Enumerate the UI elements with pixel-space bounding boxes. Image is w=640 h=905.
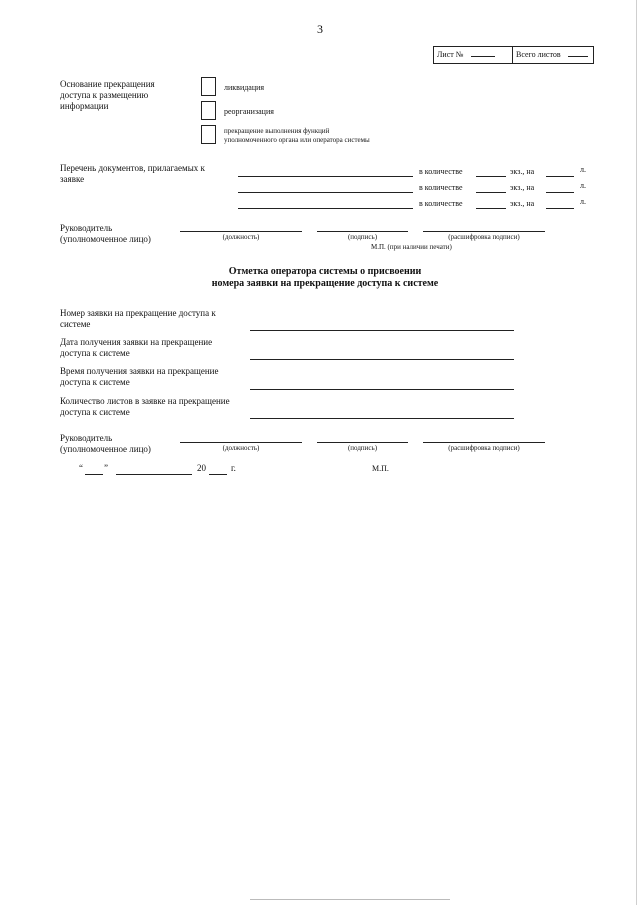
total-sheets-field[interactable] <box>568 47 588 57</box>
option-liquidation-label: ликвидация <box>224 83 265 92</box>
doc-copies-label-2: экз., на <box>510 183 535 192</box>
checkbox-reorganization[interactable] <box>201 101 216 120</box>
signature-caption-1: (подпись) <box>347 233 378 241</box>
position-field-1[interactable] <box>180 231 302 232</box>
document-line-3[interactable] <box>238 208 413 209</box>
sheet-count-field[interactable] <box>250 418 514 419</box>
doc-qty-label-3: в количестве <box>419 199 463 208</box>
document-line-2[interactable] <box>238 192 413 193</box>
scan-artifact-line <box>250 899 450 900</box>
basis-label: Основание прекращения доступа к размещению информации <box>60 79 155 111</box>
doc-sheets-field-2[interactable] <box>546 192 574 193</box>
doc-sheets-label-1: л. <box>580 165 586 174</box>
checkbox-termination[interactable] <box>201 125 216 144</box>
sheet-counter-table <box>433 46 594 64</box>
date-day-field[interactable] <box>85 474 103 475</box>
total-sheets-label: Всего листов <box>516 50 561 59</box>
position-field-2[interactable] <box>180 442 302 443</box>
signature-field-2[interactable] <box>317 442 408 443</box>
field-label-receipt-time: Время получения заявки на прекращение доступа к системе <box>60 366 219 387</box>
request-number-field[interactable] <box>250 330 514 331</box>
field-label-receipt-date: Дата получения заявки на прекращение доступа к системе <box>60 337 213 358</box>
total-sheets-cell <box>513 47 593 63</box>
checkbox-liquidation[interactable] <box>201 77 216 96</box>
date-year-prefix: 20 <box>197 463 206 473</box>
doc-qty-field-1[interactable] <box>476 176 506 177</box>
doc-sheets-field-3[interactable] <box>546 208 574 209</box>
signature-field-1[interactable] <box>317 231 408 232</box>
documents-label: Перечень документов, прилагаемых к заявке <box>60 163 205 184</box>
decode-caption-1: (расшифровка подписи) <box>448 233 520 241</box>
stamp-place-2: М.П. <box>372 464 389 473</box>
date-year-suffix: г. <box>231 463 236 473</box>
doc-qty-field-2[interactable] <box>476 192 506 193</box>
page-edge <box>636 0 637 905</box>
decode-field-2[interactable] <box>423 442 545 443</box>
position-caption-1: (должность) <box>222 233 260 241</box>
signature-caption-2: (подпись) <box>347 444 378 452</box>
option-reorganization-label: реорганизация <box>224 107 274 116</box>
operator-section-title: Отметка оператора системы о присвоении номера заявки на прекращение доступа к системе <box>211 266 439 289</box>
signatory-label-1: Руководитель (уполномоченное лицо) <box>60 223 151 244</box>
page-number: 3 <box>317 22 323 36</box>
stamp-note-1: М.П. (при наличии печати) <box>371 243 452 251</box>
sheet-number-cell <box>434 47 513 63</box>
sheet-number-label: Лист № <box>437 50 464 59</box>
doc-qty-field-3[interactable] <box>476 208 506 209</box>
sheet-number-field[interactable] <box>471 47 495 57</box>
doc-copies-label-1: экз., на <box>510 167 535 176</box>
doc-copies-label-3: экз., на <box>510 199 535 208</box>
receipt-date-field[interactable] <box>250 359 514 360</box>
decode-caption-2: (расшифровка подписи) <box>448 444 520 452</box>
date-close-quote: ” <box>104 463 108 473</box>
date-open-quote: “ <box>79 463 83 473</box>
date-year-field[interactable] <box>209 474 227 475</box>
document-line-1[interactable] <box>238 176 413 177</box>
receipt-time-field[interactable] <box>250 389 514 390</box>
doc-sheets-label-2: л. <box>580 181 586 190</box>
signatory-label-2: Руководитель (уполномоченное лицо) <box>60 433 151 454</box>
doc-sheets-field-1[interactable] <box>546 176 574 177</box>
field-label-sheet-count: Количество листов в заявке на прекращение доступа к системе <box>60 396 230 417</box>
date-month-field[interactable] <box>116 474 192 475</box>
doc-qty-label-2: в количестве <box>419 183 463 192</box>
doc-sheets-label-3: л. <box>580 197 586 206</box>
field-label-request-number: Номер заявки на прекращение доступа к системе <box>60 308 216 329</box>
option-termination-label: прекращение выполнения функций уполномоченного органа или оператора системы <box>224 127 370 144</box>
doc-qty-label-1: в количестве <box>419 167 463 176</box>
position-caption-2: (должность) <box>222 444 260 452</box>
decode-field-1[interactable] <box>423 231 545 232</box>
